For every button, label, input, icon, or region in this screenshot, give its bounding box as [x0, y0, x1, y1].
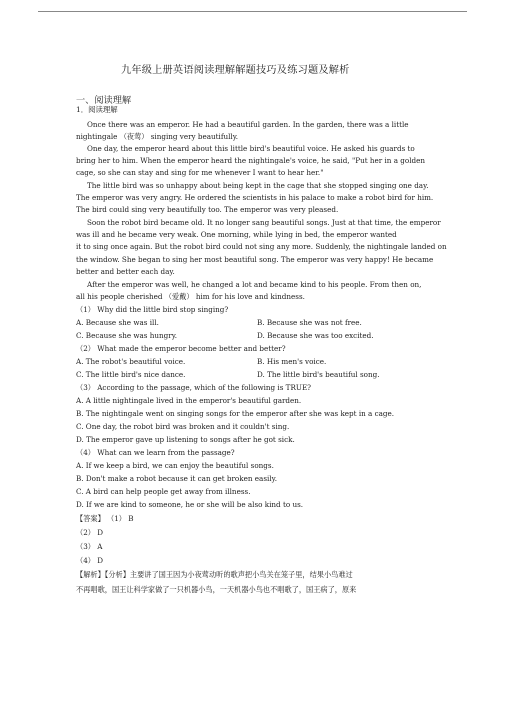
passage-line: The emperor was very angry. He ordered the scientists in his palace to make a robot bird for him. — [76, 193, 434, 202]
passage-line: better and better each day. — [76, 267, 175, 276]
question-2-option-c: C. The little bird's nice dance. — [76, 370, 186, 379]
analysis-line: 不再唱歌，国王让科学家做了一只机器小鸟，一天机器小鸟也不唱歌了，国王病了，原来 — [76, 585, 357, 594]
passage-line: After the emperor was well, he changed a lot and became kind to his people. From then on, — [87, 280, 422, 289]
answer-3: （3） A — [76, 542, 103, 551]
passage-line: Soon the robot bird became old. It no longer sang beautiful songs. Just at that time, the emperor — [87, 218, 441, 227]
question-3-option-a: A. A little nightingale lived in the emperor's beautiful garden. — [76, 396, 302, 405]
passage-line: the window. She began to sing her most beautiful song. The emperor was very happy! He became — [76, 255, 434, 264]
passage-line: bring her to him. When the emperor heard the nightingale's voice, he said, "Put her in a golden — [76, 156, 426, 165]
question-2-option-b: B. His men's voice. — [257, 357, 327, 366]
answer-1: 【答案】 （1） B — [76, 514, 134, 523]
question-1-option-d: D. Because she was too excited. — [257, 331, 374, 340]
question-3-option-d: D. The emperor gave up listening to songs after he got sick. — [76, 435, 295, 444]
header-rule — [38, 11, 467, 12]
analysis-line: 【解析】【分析】主要讲了国王因为小夜莺动听的歌声把小鸟关在笼子里，结果小鸟难过 — [76, 570, 353, 579]
question-4-option-d: D. If we are kind to someone, he or she will be also kind to us. — [76, 500, 304, 509]
question-4-option-c: C. A bird can help people get away from illness. — [76, 487, 251, 496]
passage-line: all his people cherished （爱戴） him for his love and kindness. — [76, 292, 305, 301]
passage-line: was ill and he became very weak. One morning, while lying in bed, the emperor wanted — [76, 230, 397, 239]
question-2: （2） What made the emperor become better and better? — [76, 344, 286, 353]
question-1-option-c: C. Because she was hungry. — [76, 331, 178, 340]
passage-line: cage, so she can stay and sing for me whenever I want to hear her." — [76, 168, 324, 177]
question-4: （4） What can we learn from the passage? — [76, 448, 235, 457]
question-3: （3） According to the passage, which of the following is TRUE? — [76, 383, 312, 392]
passage-line: nightingale （夜莺） singing very beautifully. — [76, 132, 239, 141]
question-4-option-b: B. Don't make a robot because it can get broken easily. — [76, 474, 277, 483]
passage-line: One day, the emperor heard about this little bird's beautiful voice. He asked his guards to — [87, 144, 415, 153]
question-3-option-b: B. The nightingale went on singing songs for the emperor after she was kept in a cage. — [76, 409, 395, 418]
question-1: （1） Why did the little bird stop singing? — [76, 305, 229, 314]
question-1-option-b: B. Because she was not free. — [257, 318, 362, 327]
question-2-option-a: A. The robot's beautiful voice. — [76, 357, 186, 366]
passage-line: Once there was an emperor. He had a beautiful garden. In the garden, there was a little — [87, 120, 409, 129]
question-2-option-d: D. The little bird's beautiful song. — [257, 370, 380, 379]
question-3-option-c: C. One day, the robot bird was broken and it couldn't sing. — [76, 422, 290, 431]
answer-4: （4） D — [76, 556, 103, 565]
question-4-option-a: A. If we keep a bird, we can enjoy the beautiful songs. — [76, 461, 274, 470]
answer-2: （2） D — [76, 528, 103, 537]
subsection-heading: 1．阅读理解 — [76, 105, 118, 114]
section-heading: 一、阅读理解 — [76, 95, 132, 106]
passage-line: The bird could sing very beautifully too. The emperor was very pleased. — [76, 205, 339, 214]
question-1-option-a: A. Because she was ill. — [76, 318, 159, 327]
passage-line: it to sing once again. But the robot bird could not sing any more. Suddenly, the nightingale landed on — [76, 242, 447, 251]
page-title: 九年级上册英语阅读理解解题技巧及练习题及解析 — [121, 65, 350, 76]
passage-line: The little bird was so unhappy about being kept in the cage that she stopped singing one day. — [87, 181, 429, 190]
